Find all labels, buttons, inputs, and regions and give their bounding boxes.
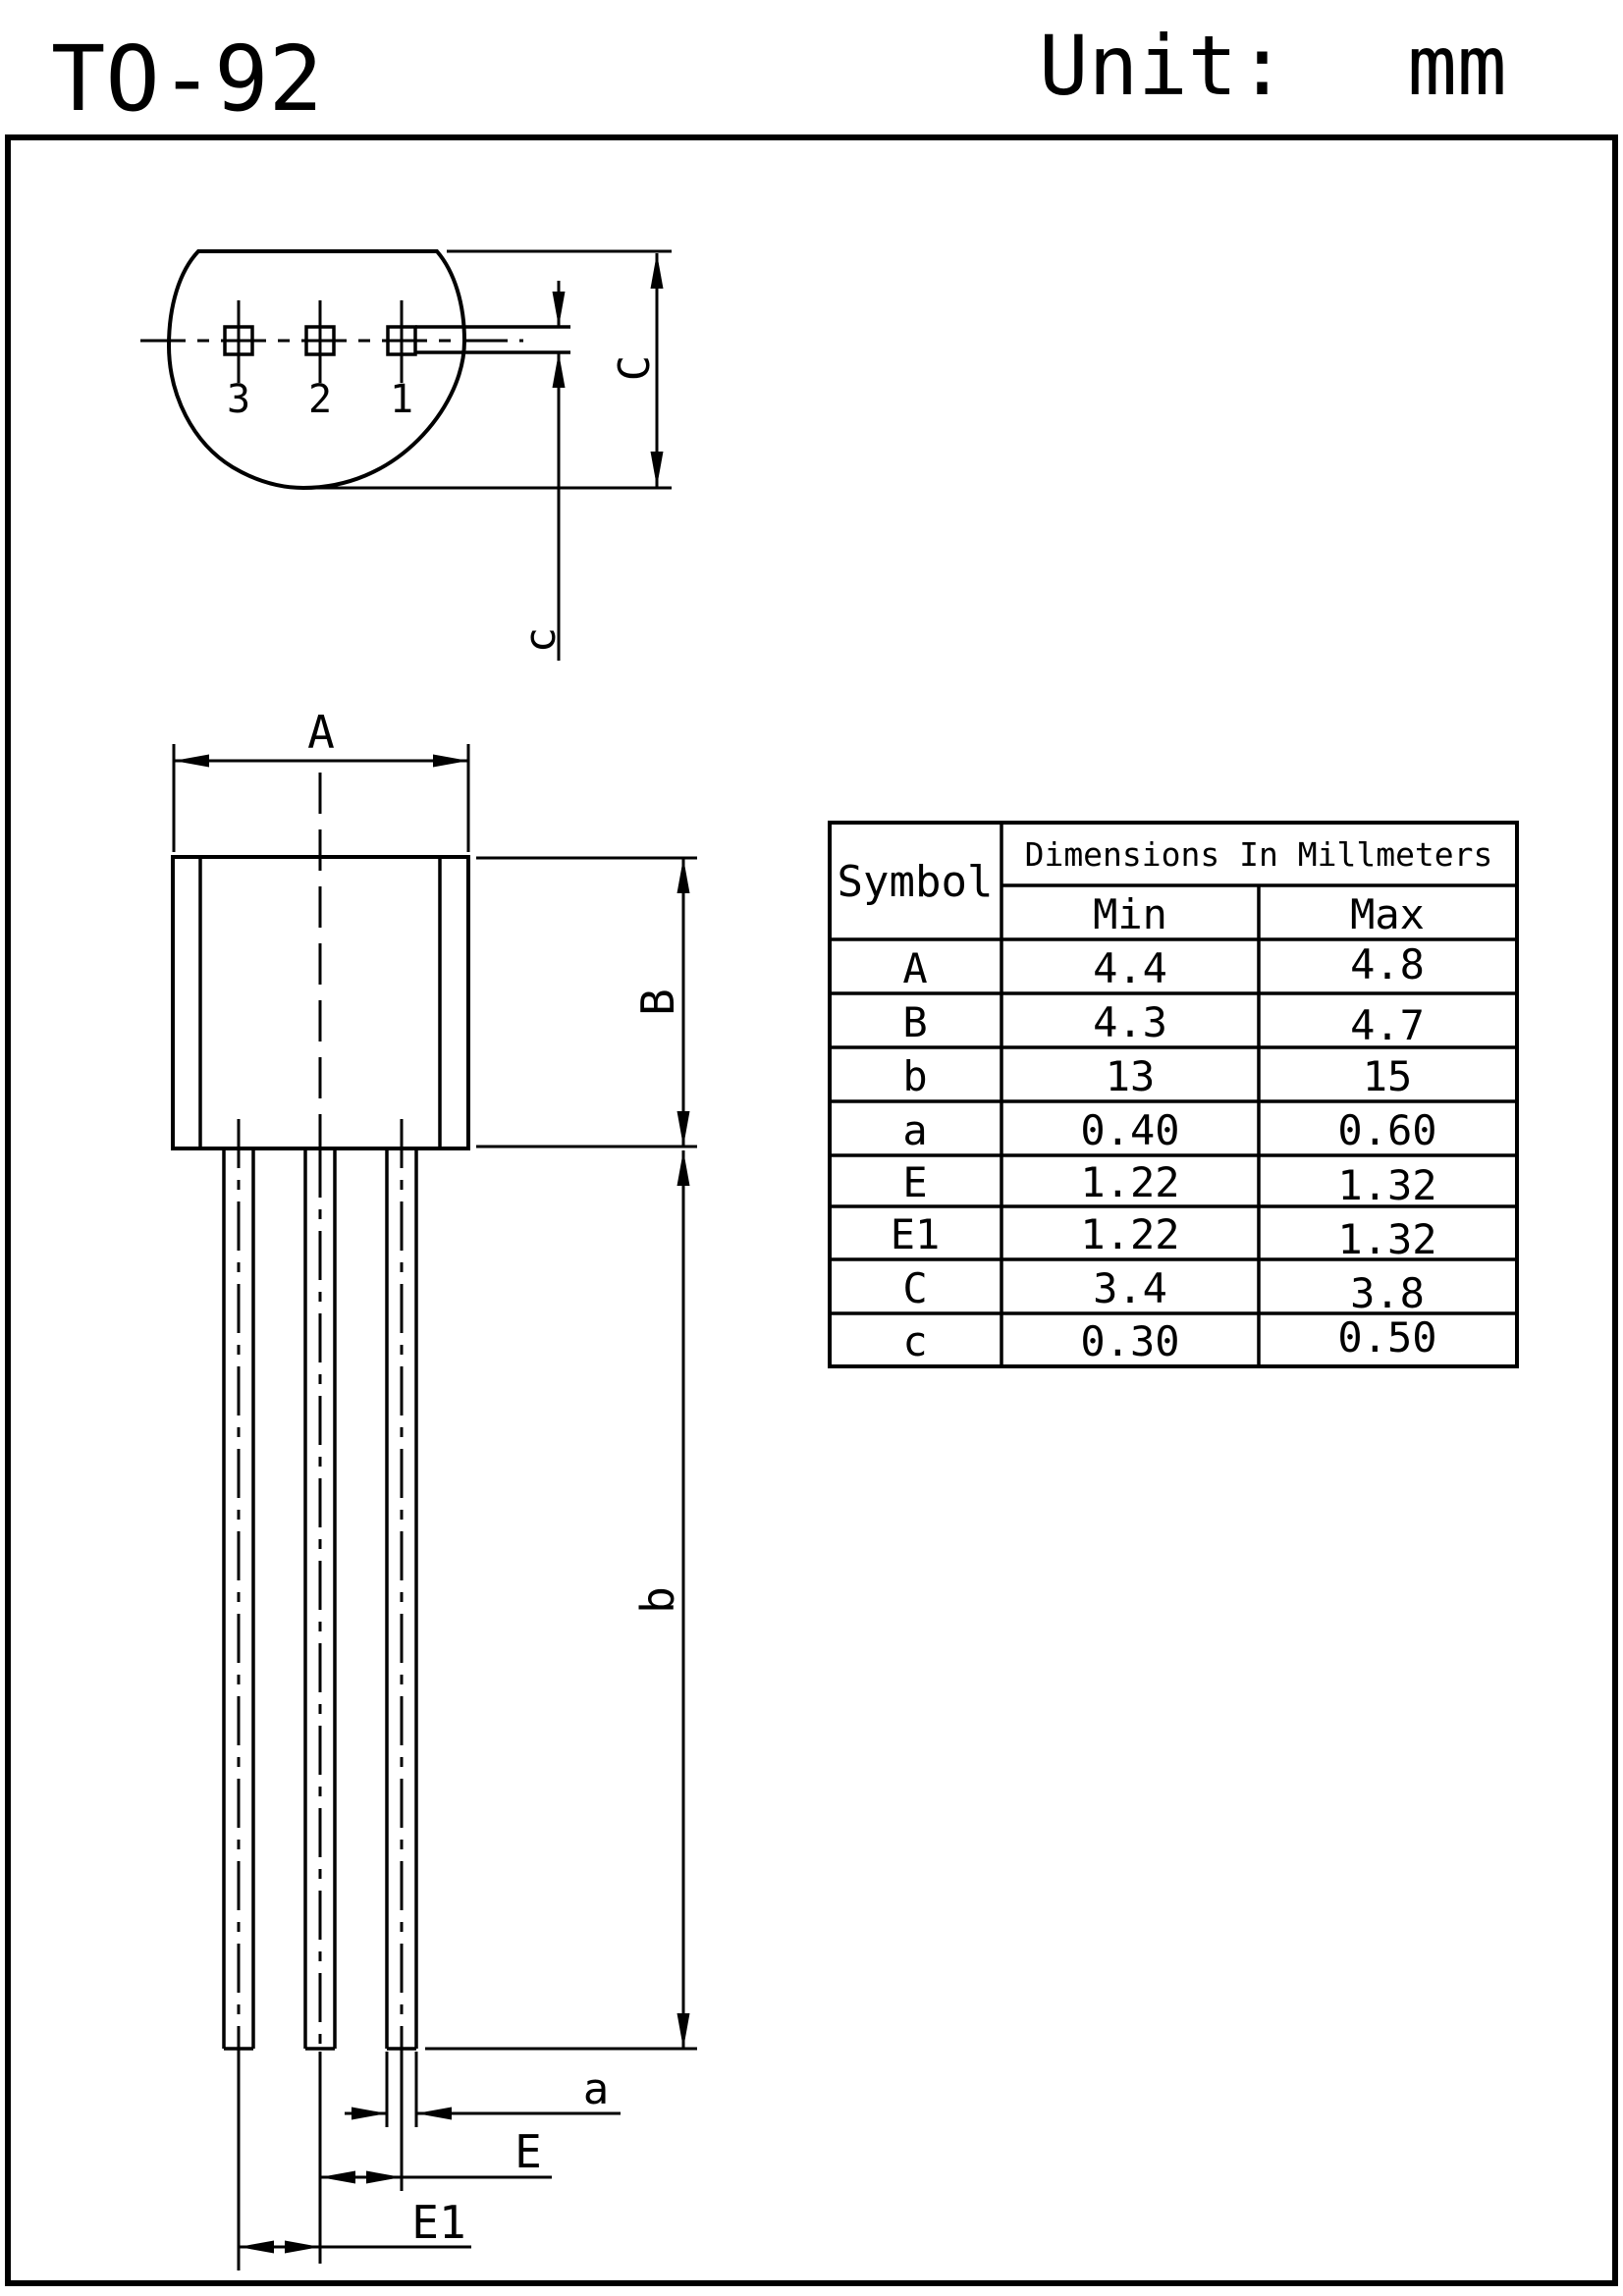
row-e1-max: 1.32 <box>1337 1215 1437 1263</box>
drawing-border <box>8 137 1615 2283</box>
package-top-view <box>140 251 672 661</box>
unit-label: Unit: mm <box>1039 18 1507 114</box>
row-e-max: 1.32 <box>1337 1161 1437 1209</box>
dim-e-label: E <box>514 2125 542 2178</box>
table-row <box>902 1264 1425 1317</box>
dim-a-large-label: A <box>307 706 335 759</box>
dimension-b-small <box>425 1150 697 2049</box>
top-view-outline <box>169 251 464 488</box>
dim-a-small-label: a <box>582 2064 610 2114</box>
pin-3-pad <box>223 300 254 383</box>
table-row <box>891 1210 1437 1263</box>
dim-e1-label: E1 <box>411 2196 466 2249</box>
dimension-c-large <box>311 251 672 488</box>
row-a-max: 4.8 <box>1350 940 1425 988</box>
table-header-max: Max <box>1350 890 1425 938</box>
package-front-view <box>173 706 697 2270</box>
page-title: TO-92 <box>51 27 323 132</box>
table-row <box>902 1158 1436 1209</box>
row-a-min: 4.4 <box>1093 944 1167 992</box>
dimension-a-small <box>345 2052 621 2127</box>
table-header-symbol: Symbol <box>837 857 994 907</box>
table-row <box>902 1052 1412 1100</box>
dim-b-small-label: b <box>631 1586 684 1614</box>
pin-2-label: 2 <box>307 377 333 422</box>
dim-b-large-label: B <box>631 988 684 1016</box>
row-e-min: 1.22 <box>1080 1158 1180 1206</box>
row-e1-min: 1.22 <box>1080 1210 1180 1258</box>
dimension-e <box>320 2125 552 2184</box>
row-csm-max: 0.50 <box>1337 1313 1437 1362</box>
row-asm-symbol: a <box>902 1106 928 1154</box>
dimensions-table <box>830 823 1517 1366</box>
row-e1-symbol: E1 <box>890 1210 941 1258</box>
dim-c-large-label: C <box>610 354 660 382</box>
row-bsm-symbol: b <box>902 1052 928 1100</box>
pin-1-pad <box>386 300 417 383</box>
table-row <box>902 940 1425 992</box>
dim-c-small-label: c <box>515 626 566 654</box>
row-c-max: 3.8 <box>1350 1269 1425 1317</box>
row-bsm-max: 15 <box>1362 1052 1413 1100</box>
table-row <box>902 998 1425 1049</box>
row-asm-max: 0.60 <box>1337 1106 1437 1154</box>
row-a-symbol: A <box>902 944 928 992</box>
row-bsm-min: 13 <box>1105 1052 1156 1100</box>
dimension-c-small <box>515 281 566 661</box>
pin-1-label: 1 <box>389 377 414 422</box>
pin-3-label: 3 <box>226 377 251 422</box>
dimension-b-large <box>476 858 697 1147</box>
row-b-symbol: B <box>902 998 928 1046</box>
row-c-min: 3.4 <box>1093 1264 1167 1312</box>
pin-2-pad <box>304 300 336 383</box>
row-b-min: 4.3 <box>1093 998 1167 1046</box>
row-c-symbol: C <box>902 1264 928 1312</box>
table-row <box>902 1313 1436 1365</box>
row-csm-symbol: c <box>902 1317 928 1365</box>
row-e-symbol: E <box>902 1158 928 1206</box>
row-b-max: 4.7 <box>1350 1001 1425 1049</box>
table-header-min: Min <box>1093 890 1167 938</box>
dimension-e1 <box>239 2196 471 2254</box>
row-csm-min: 0.30 <box>1080 1317 1180 1365</box>
table-header-dimensions: Dimensions In Millmeters <box>1024 835 1493 874</box>
row-asm-min: 0.40 <box>1080 1106 1180 1154</box>
table-row <box>902 1106 1436 1154</box>
